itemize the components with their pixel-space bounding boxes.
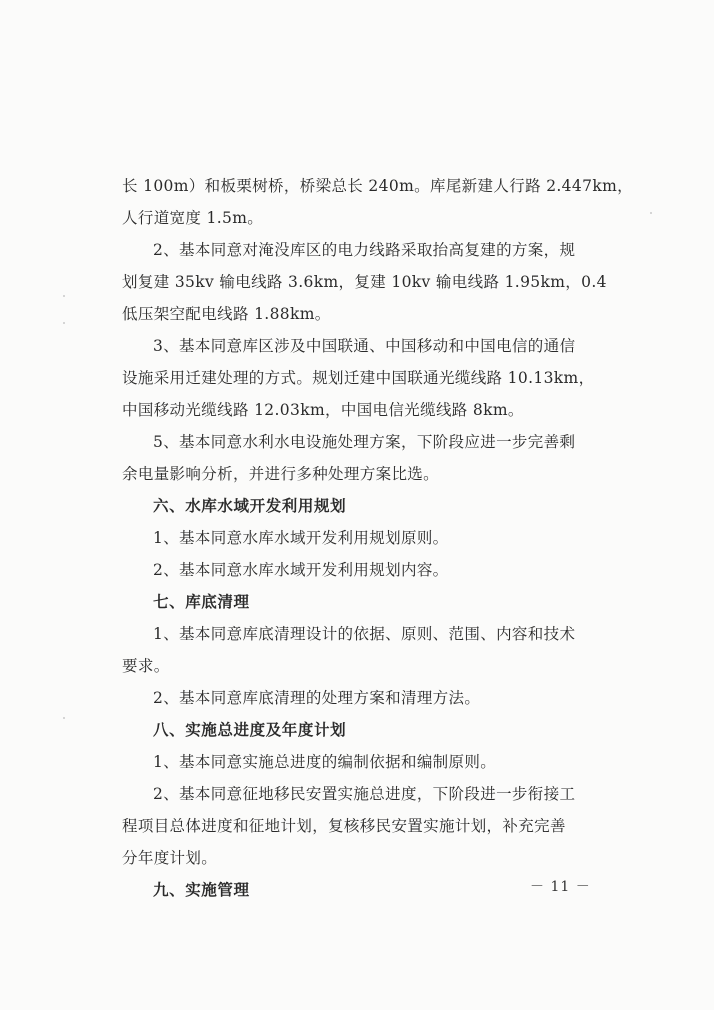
text-line: 1、基本同意库底清理设计的依据、原则、范围、内容和技术 [153,625,576,643]
text-line: 分年度计划。 [122,849,218,867]
text-line: 划复建 35kv 输电线路 3.6km，复建 10kv 输电线路 1.95km，0.4 [122,273,607,291]
text-line: 5、基本同意水利水电设施处理方案，下阶段应进一步完善剩 [153,433,576,451]
text-line: 人行道宽度 1.5m。 [122,209,264,227]
text-line: 低压架空配电线路 1.88km。 [122,305,331,323]
text-line: 长 100m）和板栗树桥，桥梁总长 240m。库尾新建人行路 2.447km， [122,177,633,195]
section-heading: 七、库底清理 [153,593,250,611]
text-line: 中国移动光缆线路 12.03km，中国电信光缆线路 8km。 [122,401,524,419]
scan-speck [63,295,65,297]
text-line: 2、基本同意水库水域开发利用规划内容。 [153,561,449,579]
text-line: 1、基本同意实施总进度的编制依据和编制原则。 [153,753,497,771]
text-line: 2、基本同意库底清理的处理方案和清理方法。 [153,689,481,707]
text-line: 3、基本同意库区涉及中国联通、中国移动和中国电信的通信 [153,337,576,355]
page-number: － 11 － [530,879,591,895]
section-heading: 六、水库水域开发利用规划 [153,497,347,515]
text-line: 设施采用迁建处理的方式。规划迁建中国联通光缆线路 10.13km， [122,369,595,387]
text-line: 2、基本同意对淹没库区的电力线路采取抬高复建的方案，规 [153,241,576,259]
text-line: 余电量影响分析，并进行多种处理方案比选。 [122,465,440,483]
section-heading: 八、实施总进度及年度计划 [153,721,347,739]
scan-speck [63,717,65,719]
scan-speck [650,212,652,214]
text-line: 程项目总体进度和征地计划，复核移民安置实施计划，补充完善 [122,817,566,835]
text-line: 2、基本同意征地移民安置实施总进度，下阶段进一步衔接工 [153,785,576,803]
scan-speck [63,322,65,324]
text-line: 1、基本同意水库水域开发利用规划原则。 [153,529,449,547]
section-heading: 九、实施管理 [153,881,250,899]
text-line: 要求。 [122,657,170,675]
document-body [122,170,633,906]
